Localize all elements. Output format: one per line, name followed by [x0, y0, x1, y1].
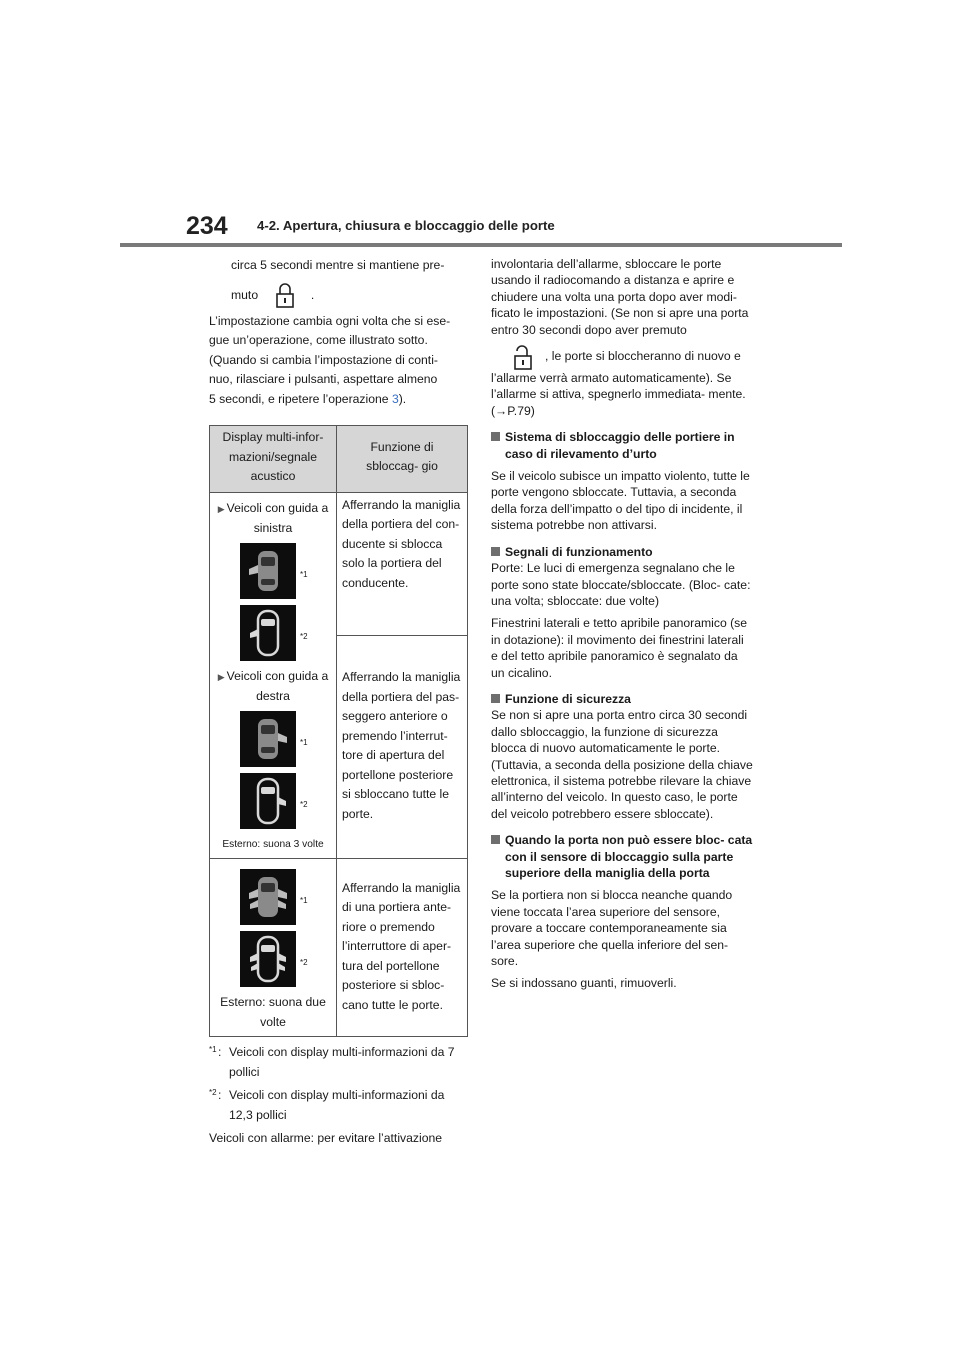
table-caption: Esterno: suona 3 volte: [222, 838, 324, 850]
signals-doors-text: Porte: Le luci di emergenza segnalano che le porte sono state bloccate/sbloccate. (Bloc- cate: una volta; sbloccate: due volte): [491, 561, 751, 608]
car-image-row: [240, 869, 320, 927]
note-mark: *2: [300, 958, 308, 967]
subheading-sensor: [491, 832, 753, 881]
unlock-function-table: [209, 425, 468, 1037]
lhd-label-text: Veicoli con guida a sinistra: [226, 500, 329, 535]
triangle-right-icon: ▶: [217, 671, 225, 682]
footnote-2: *2 : Veicoli con display multi-informazioni da 12,3 pollici: [209, 1086, 471, 1125]
car-doors-open-icon: [240, 773, 296, 829]
intro-text: muto: [231, 287, 259, 302]
car-doors-open-icon: [240, 869, 296, 925]
para-line-5: [209, 390, 471, 410]
rhd-label: [214, 667, 332, 707]
subheading-impact: [491, 429, 753, 462]
intro-line-1: circa 5 secondi mentre si mantiene pre-: [231, 258, 445, 272]
car-image-row: [240, 543, 320, 601]
car-doors-open-icon: [240, 931, 296, 987]
gloves-text: Se si indossano guanti, rimuoverli.: [491, 976, 677, 991]
row2-display-cell: [210, 859, 337, 1037]
alarm-text: Veicoli con allarme: per evitare l’attivazione: [209, 1131, 443, 1145]
intro-dot: .: [310, 287, 315, 302]
subheading-signals-text: Segnali di funzionamento: [505, 544, 653, 559]
row1-function-rhd: Afferrando la maniglia della portiera del pas- seggero anteriore o premendo l’interrut- tore di apertura del portellone posteriore si sbloccano tutte le porte.: [337, 635, 468, 858]
intro-line-2: [209, 280, 471, 310]
table-header-function: Funzione di sbloccag- gio: [337, 426, 468, 493]
rhd-label-text: Veicoli con guida a destra: [226, 668, 329, 703]
footnote-1-mark: *1: [209, 1045, 217, 1054]
para-line-2: gue un’operazione, come illustrato sotto.: [209, 333, 428, 347]
lhd-label: [214, 499, 332, 539]
row2-function: Afferrando la maniglia di una portiera ante- riore o premendo l’interruttore di aper- tura del portellone posteriore si sbloc- cano tutte le porte.: [337, 859, 468, 1037]
bullet-square-icon: [491, 432, 500, 441]
header-rule: [120, 243, 842, 247]
section-title: 4-2. Apertura, chiusura e bloccaggio delle porte: [257, 218, 555, 233]
subheading-sensor-text: Quando la porta non può essere bloc- cata con il sensore di bloccaggio sulla parte superiore della maniglia della porta: [505, 833, 753, 880]
footnotes: [209, 1043, 471, 1125]
lock-icon: [270, 282, 300, 308]
footnote-2-text: Veicoli con display multi-informazioni da 12,3 pollici: [229, 1088, 445, 1122]
alarm-paragraph-b: , le porte si bloccheranno di nuovo e: [545, 349, 741, 364]
para-line-1: L’impostazione cambia ogni volta che si ese-: [209, 313, 451, 328]
car-image-row: [240, 711, 320, 769]
security-text: Se non si apre una porta entro circa 30 secondi dallo sbloccaggio, la funzione di sicurezza blocca di nuovo automaticamente le porte. (Tuttavia, a seconda della posizione della chiave elettronica, il sistema potrebbe rilevare la chiave all’interno del veicolo. In questo caso, le porte del veicolo potrebbero essere sbloccate).: [491, 708, 753, 821]
step-reference[interactable]: 3: [391, 391, 399, 406]
footnote-2-mark: *2: [209, 1088, 217, 1097]
subheading-impact-text: Sistema di sbloccaggio delle portiere in caso di rilevamento d’urto: [505, 430, 735, 461]
row1-function-lhd: Afferrando la maniglia della portiera del con- ducente si sblocca solo la portiera del conducente.: [337, 492, 468, 635]
para-line-3: (Quando si cambia l’impostazione di conti-: [209, 352, 438, 367]
triangle-right-icon: ▶: [217, 503, 225, 514]
table-header-row: [210, 426, 468, 493]
para-line-5-text: 5 secondi, e ripetere l’operazione: [209, 391, 389, 406]
left-column: [209, 256, 471, 1149]
impact-text: Se il veicolo subisce un impatto violento, tutte le porte vengono sbloccate. Tuttavia, a seconda della forza dell’impatto o del tipo di incidente, il sistema potrebbe non attivarsi.: [491, 469, 750, 533]
page-number: 234: [186, 212, 228, 240]
table-header-display: Display multi-infor- mazioni/segnale acustico: [210, 426, 337, 493]
table-row: [210, 492, 468, 635]
bullet-square-icon: [491, 547, 500, 556]
note-mark: *1: [300, 737, 308, 747]
signals-windows-text: Finestrini laterali e tetto apribile panoramico (se in dotazione): il movimento dei finestrini laterali e del tetto apribile panoramico è segnalato da un cicalino.: [491, 616, 748, 680]
note-mark: *2: [300, 631, 308, 641]
para-line-4: nuo, rilasciare i pulsanti, aspettare almeno: [209, 372, 438, 386]
footnote-1: *1 : Veicoli con display multi-informazioni da 7 pollici: [209, 1043, 471, 1082]
alarm-paragraph-cont: [491, 344, 753, 370]
subheading-security: [491, 691, 753, 707]
alarm-paragraph-c: l’allarme verrà armato automaticamente). Se l’allarme si attiva, spegnerlo immediata- mente. (→P.79): [491, 371, 746, 418]
car-image-row: [240, 605, 320, 663]
para-line-5-end: ).: [398, 391, 407, 406]
alarm-paragraph: involontaria dell’allarme, sbloccare le porte usando il radiocomando a distanza e aprire e chiudere una volta una porta dopo aver modi- ficato le impostazioni. (Se non si apre una porta entro 30 secondi dopo aver premuto: [491, 257, 749, 337]
car-doors-open-icon: [240, 605, 296, 661]
subheading-security-text: Funzione di sicurezza: [505, 691, 631, 706]
table-caption: Esterno: suona due volte: [220, 995, 326, 1029]
subheading-signals: [491, 544, 753, 560]
row1-display-cell: [210, 492, 337, 859]
car-image-row: [240, 931, 320, 989]
note-mark: *1: [300, 896, 308, 905]
note-mark: *1: [300, 569, 308, 579]
right-column: [491, 256, 753, 992]
car-image-row: [240, 773, 320, 831]
sensor-text: Se la portiera non si blocca neanche quando viene toccata l’area superiore del sensore, provare a toccare contemporaneamente sia l’area superiore che quella inferiore del sen- sore.: [491, 888, 733, 969]
car-doors-open-icon: [240, 543, 296, 599]
unlock-icon: [507, 344, 539, 370]
bullet-square-icon: [491, 835, 500, 844]
footnote-1-text: Veicoli con display multi-informazioni da 7 pollici: [229, 1045, 455, 1079]
table-row: [210, 859, 468, 1037]
bullet-square-icon: [491, 694, 500, 703]
car-doors-open-icon: [240, 711, 296, 767]
note-mark: *2: [300, 799, 308, 809]
